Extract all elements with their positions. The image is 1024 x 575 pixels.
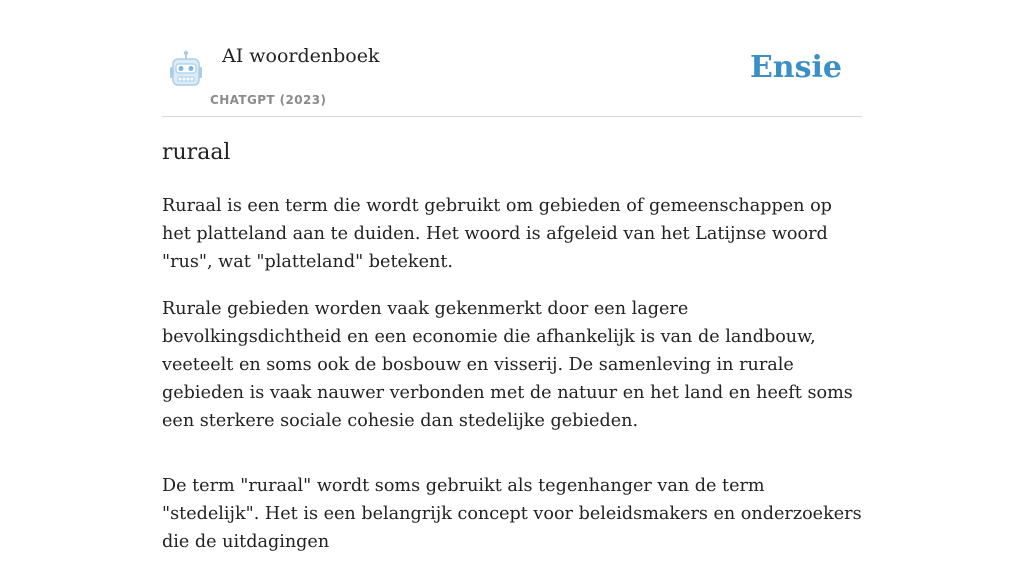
definition-paragraph: Ruraal is een term die wordt gebruikt om gebieden of gemeenschappen op het platteland aan te duiden. Het woord is afgeleid van het Latijnse woord "rus", wat "platteland" betekent. (162, 196, 832, 272)
robot-icon (166, 50, 206, 90)
entry-definition (162, 192, 862, 575)
dictionary-title[interactable]: AI woordenboek (222, 45, 380, 67)
definition-paragraph: De term "ruraal" wordt soms gebruikt als tegenhanger van de term "stedelijk". Het is een belangrijk concept voor beleidsmakers en onderzoekers die de uitdagingen (162, 476, 862, 552)
source-label: CHATGPT (2023) (210, 93, 327, 107)
entry-term: ruraal (162, 140, 231, 165)
definition-paragraph: Rurale gebieden worden vaak gekenmerkt door een lagere bevolkingsdichtheid en een economie die afhankelijk is van de landbouw, veeteelt en soms ook de bosbouw en visserij. De samenleving in rurale gebieden is vaak nauwer verbonden met de natuur en het land en heeft soms een sterkere sociale cohesie dan stedelijke gebieden. (162, 299, 853, 431)
header (162, 0, 862, 117)
brand-logo-link[interactable]: Ensie (749, 50, 842, 85)
